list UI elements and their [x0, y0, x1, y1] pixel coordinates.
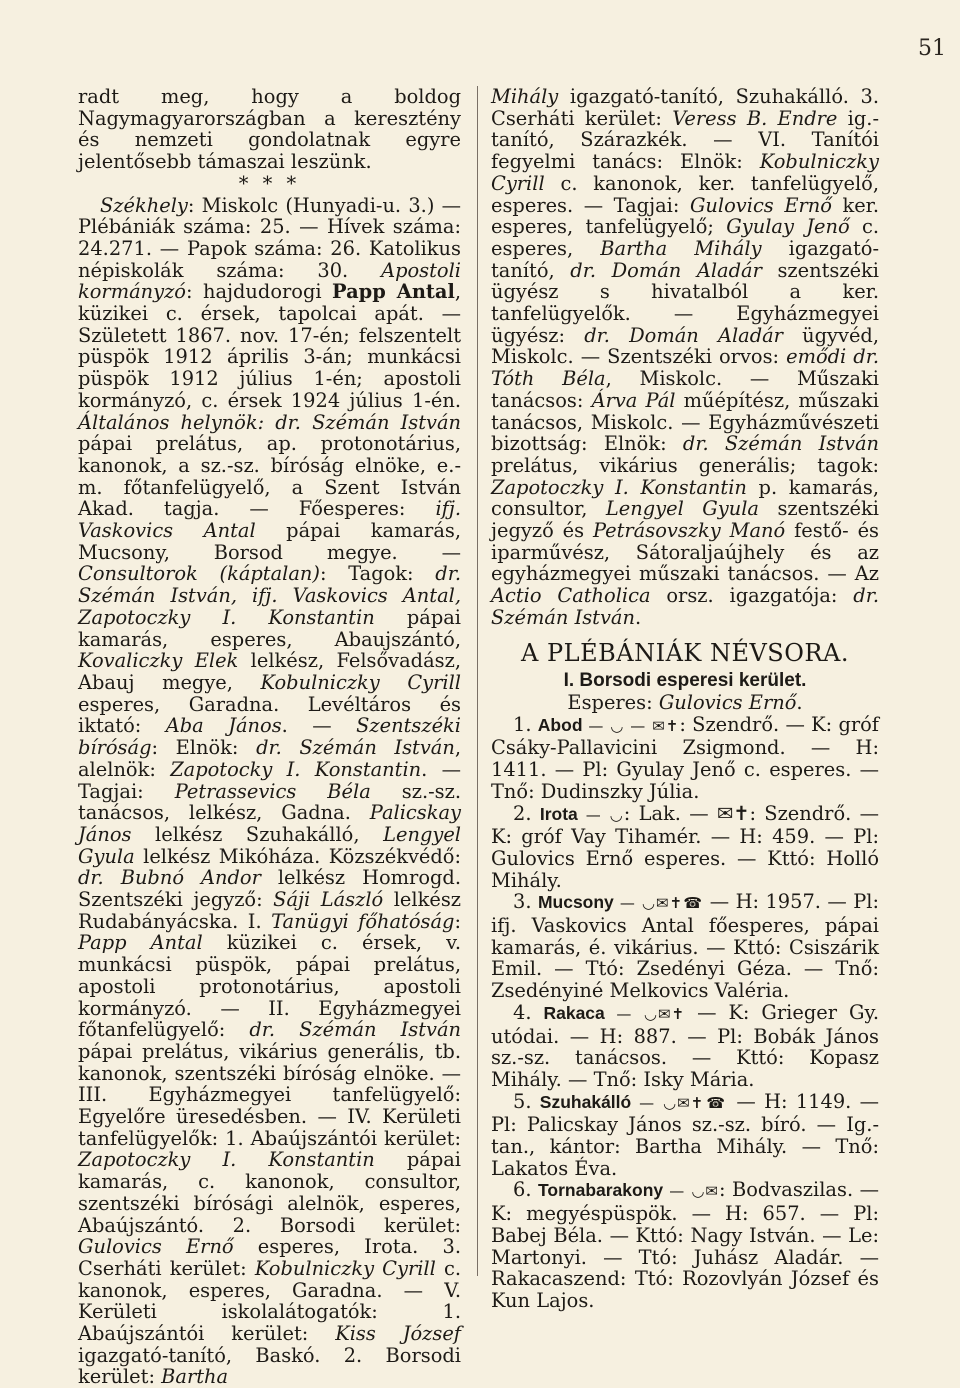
parish-details: — K: Grieger Gy. utódai. — H: 887. — Pl: Bobák János sz.-sz. tanácsos. — Kttó: Kopasz Mihály. — Tnő: Isky Mária.	[491, 1000, 879, 1091]
parish-details: : Bodvaszilas. — K: megyéspüspök. — H: 657. — Pl: Babej Béla. — Kttó: Nagy István. — Le: Martonyi. — Ttó: Juhász Aladár. — Rakacaszend: Ttó: Rozovlyán József és Kun Lajos.	[491, 1178, 879, 1312]
parish-name: Mucsony	[537, 892, 614, 913]
parish-number: 4.	[513, 1000, 544, 1024]
section-separator: * * *	[238, 171, 301, 195]
parish-symbols-icon: — ◡ — ✉✝	[582, 716, 680, 735]
page-number: 51	[918, 36, 946, 61]
parish-entry	[491, 1091, 879, 1180]
parish-details: : Lak. — ✉✝: Szendrő. — K: gróf Vay Tihamér. — H: 459. — Pl: Gulovics Ernő esperes. — Kttó: Holló Mihály.	[491, 801, 880, 892]
parish-symbols-icon: — ◡	[577, 805, 624, 824]
parish-details: : Szendrő. — K: gróf Csáky-Pallavicini Zsigmond. — H: 1411. — Pl: Gyulay Jenő c. esperes. — Tnő: Dudinszky Júlia.	[491, 712, 879, 803]
parish-entry	[491, 1002, 879, 1091]
parish-name: Irota	[539, 803, 578, 824]
intro-paragraph: radt meg, hogy a boldog Nagymagyarországban a keresztény és nemzeti gondolatnak egyre jelentősebb támaszai leszünk.	[78, 85, 461, 174]
parish-entry	[491, 714, 879, 803]
dean-line: Esperes: Gulovics Ernő.	[567, 690, 803, 714]
diocese-info-paragraph: Székhely: Miskolc (Hunyadi-u. 3.) — Plébániák száma: 25. — Hívek száma: 24.271. — Papok száma: 26. Katolikus népiskolák száma: 30. Apostoli kormányzó: hajdudorogi Papp Antal, küzikei c. érsek, tapolcai apát. — Született 1867. nov. 17-én; felszentelt püspök 1912 április 3-án; munkácsi püspök 1912 július 1-én; apostoli kormányzó, c. érsek 1924 július 1-én. Általános helynök: dr. Szémán István pápai prelátus, ap. protonotárius, kanonok, a sz.-sz. bíróság elnöke, e.-m. főtanfelügyelő, a Szent István Akad. tagja. — Főesperes: ifj. Vaskovics Antal pápai kamarás, Mucsony, Borsod megye. — Consultorok (káptalan): Tagok: dr. Szémán István, ifj. Vaskovics Antal, Zapotoczky I. Konstantin pápai kamarás, esperes, Abaujszántó, Kovaliczky Elek lelkész, Felsővadász, Abauj megye, Kobulniczky Cyrill esperes, Garadna. Levéltáros és iktató: Aba János. — Szentszéki bíróság: Elnök: dr. Szémán István, alelnök: Zapotocky I. Konstantin. — Tagjai: Petrassevics Béla sz.-sz. tanácsos, lelkész, Gadna. Palicskay János lelkész Szuhakálló, Lengyel Gyula lelkész Mikóháza. Közszékvédő: dr. Bubnó Andor lelkész Homrogd. Szentszéki jegyző: Sáji László lelkész Rudabányácska. I. Tanügyi főhatóság: Papp Antal küzikei c. érsek, v. munkácsi püspök, pápai prelátus, apostoli protonotárius, apostoli kormányzó. — II. Egyházmegyei főtanfelügyelő: dr. Szémán István pápai prelátus, vikárius generális, tb. kanonok, szentszéki bíróság elnöke. — III. Egyházmegyei tanfelügyelő: Egyelőre üresedésben. — IV. Kerületi tanfelügyelők: 1. Abaújszántói kerület: Zapotoczky I. Konstantin pápai kamarás, c. kanonok, consultor, szentszéki bírósági alelnök, esperes, Abaújszántó. 2. Borsodi kerület: Gulovics Ernő esperes, Irota. 3. Cserháti kerület: Kobulniczky Cyrill c. kanonok, esperes, Garadna. — V. Kerületi iskolalátogatók: 1. Abaújszántói kerület: Kiss József igazgató-tanító, Baskó. 2. Borsodi kerület: Bartha	[78, 193, 462, 1388]
parish-details: — H: 1149. — Pl: Palicskay János sz.-sz. bíró. — Ig.-tan., kántor: Bartha Mihály. — Tnő: Lakatos Éva.	[491, 1089, 880, 1180]
parish-number: 3.	[513, 890, 538, 914]
parish-symbols-icon: — ◡✉✝	[604, 1004, 686, 1023]
parish-entry	[491, 891, 879, 1002]
right-column	[491, 86, 879, 1312]
parish-number: 6.	[513, 1178, 538, 1202]
parish-name: Szuhakálló	[539, 1091, 632, 1112]
parish-list	[491, 714, 879, 1312]
parish-symbols-icon: — ◡✉✝☎	[613, 894, 704, 913]
parish-symbols-icon: — ◡✉	[663, 1182, 719, 1201]
parish-entry	[491, 803, 879, 892]
section-title: A PLÉBÁNIÁK NÉVSORA.	[521, 638, 849, 667]
column-divider	[477, 86, 478, 1276]
left-column	[78, 86, 461, 1388]
parish-number: 1.	[513, 712, 538, 736]
parish-number: 2.	[513, 801, 540, 825]
parish-name: Rakaca	[543, 1002, 605, 1023]
parish-entry	[491, 1179, 879, 1311]
parish-number: 5.	[513, 1089, 540, 1113]
parish-details: — H: 1957. — Pl: ifj. Vaskovics Antal főesperes, pápai kamarás, é. vikárius. — Kttó: Csiszárik Emil. — Ttó: Zsedényi Géza. — Tnő: Zsedényiné Melkovics Valéria.	[491, 890, 879, 1003]
diocese-info-continued: Mihály igazgató-tanító, Szuhakálló. 3. Cserháti kerület: Veress B. Endre ig.-tanító, Szárazkék. — VI. Tanítói fegyelmi tanács: Elnök: Kobulniczky Cyrill c. kanonok, ker. tanfelügyelő, esperes. — Tagjai: Gulovics Ernő ker. esperes, tanfelügyelő; Gyulay Jenő c. esperes, Bartha Mihály igazgató-tanító, dr. Domán Aladár szentszéki ügyész s hivatalból a ker. tanfelügyelők. — Egyházmegyei ügyész: dr. Domán Aladár ügyvéd, Miskolc. — Szentszéki orvos: emődi dr. Tóth Béla, Miskolc. — Műszaki tanácsos: Árva Pál műépítész, műszaki tanácsos, Miskolc. — Egyházművészeti bizottság: Elnök: dr. Szémán István prelátus, vikárius generális; tagok: Zapotoczky I. Konstantin p. kamarás, consultor, Lengyel Gyula szentszéki jegyző és Petrásovszky Manó festő- és iparművész, Sátoraljaújhely és az egyházmegyei műszaki tanácsos. — Az Actio Catholica orsz. igazgatója: dr. Szémán István.	[491, 85, 880, 629]
parish-name: Tornabarakony	[538, 1180, 664, 1201]
parish-name: Abod	[537, 714, 583, 735]
district-title: I. Borsodi esperesi kerület.	[563, 670, 807, 692]
parish-symbols-icon: — ◡✉✝☎	[631, 1093, 729, 1112]
